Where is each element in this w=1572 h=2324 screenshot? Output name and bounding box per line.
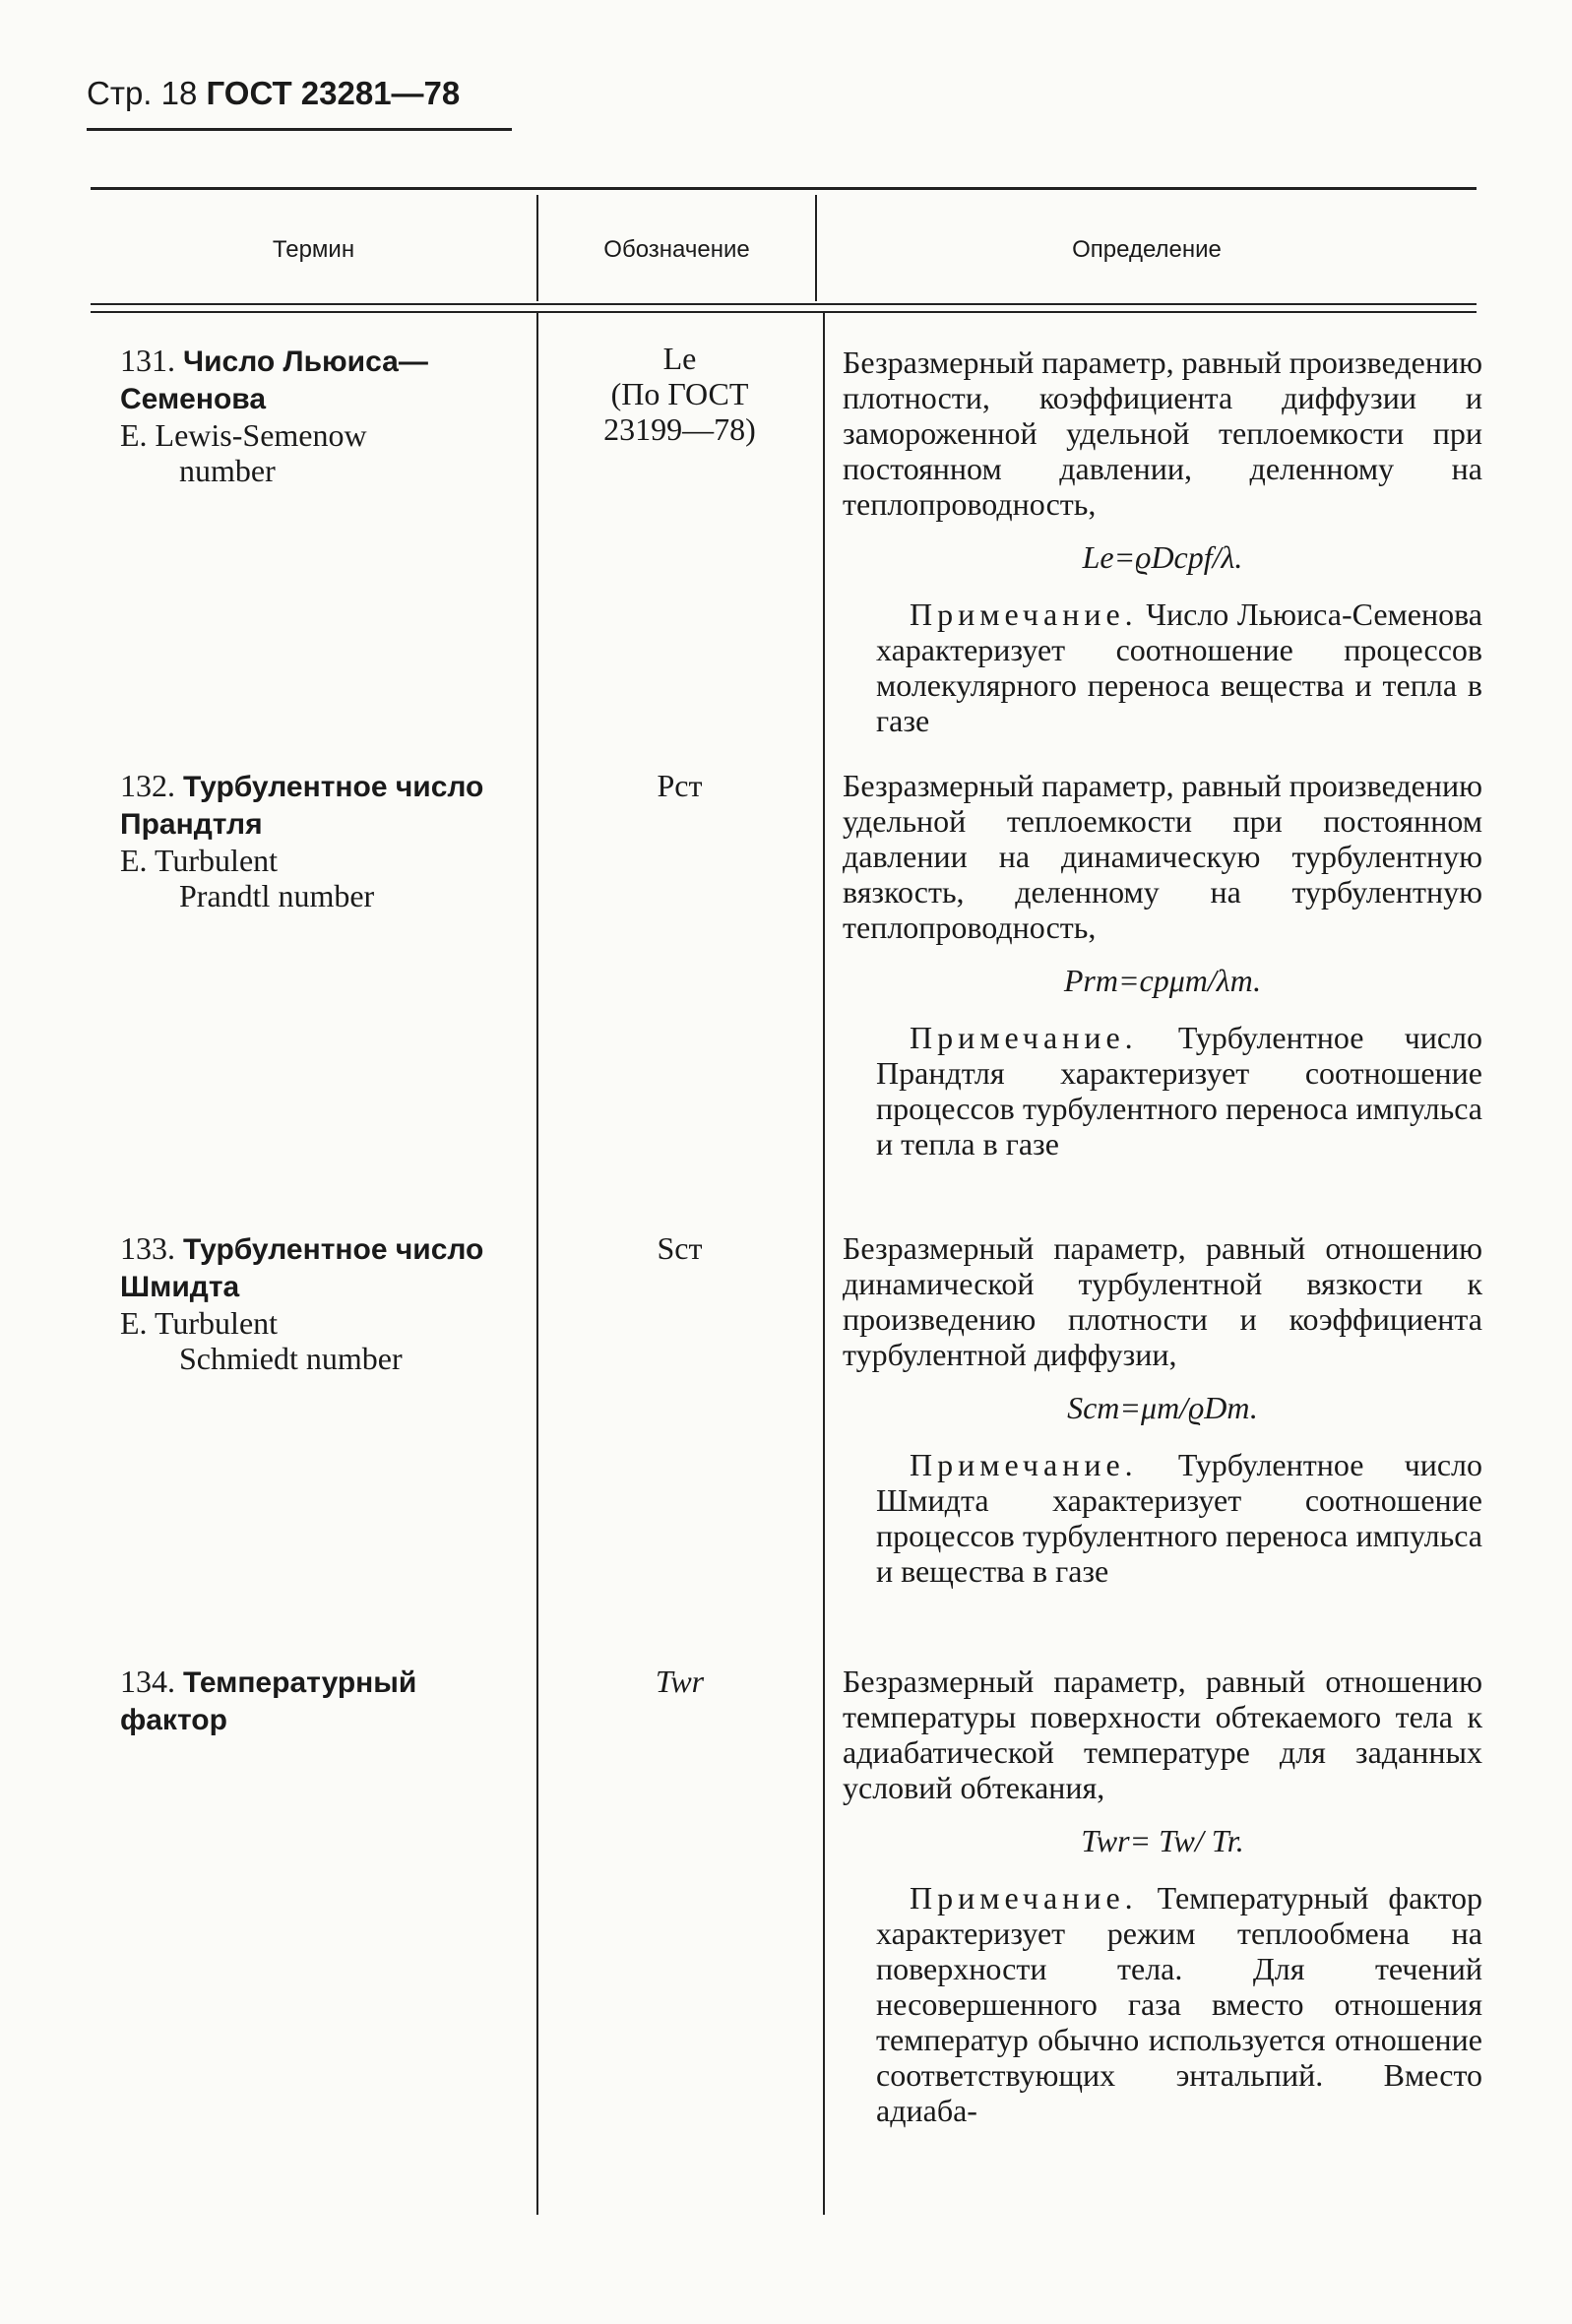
- gost-number: ГОСТ 23281—78: [206, 75, 461, 111]
- formula: Prт=cpμт/λт.: [1063, 963, 1262, 998]
- symbol-134: Twr: [655, 1664, 705, 1699]
- header-divider-2: [815, 195, 817, 301]
- term-134: 134. Температурный фактор: [120, 1664, 417, 1736]
- page-number: Стр. 18: [87, 75, 198, 111]
- note: Примечание. Турбулентное число Прандтля характеризует соотношение процессов турбулентного переноса импульса и тепла в газе: [876, 1020, 1483, 1162]
- page-header: [87, 75, 460, 112]
- header-double-rule-bottom: [91, 311, 1477, 313]
- header-divider-1: [536, 195, 538, 301]
- column-divider-2: [823, 313, 825, 2215]
- note: Примечание. Температурный фактор характеризует режим теплообмена на поверхности тела. Для течений несовершенного газа вместо отношения температур обычно используется отношение соответствующих энтальпий. Вместо адиаба-: [876, 1880, 1482, 2128]
- note: Примечание. Турбулентное число Шмидта характеризует соотношение процессов турбулентного переноса импульса и вещества в газе: [876, 1447, 1483, 1589]
- table-top-rule: [91, 187, 1477, 190]
- formula: Twr= Tw/ Tr.: [1081, 1823, 1244, 1858]
- col-header-term: Термин: [272, 236, 355, 263]
- term-133: 133. Турбулентное число Шмидта E. Turbulent Schmiedt number: [120, 1230, 484, 1376]
- formula: Le=ϱDcpf/λ.: [1082, 539, 1243, 575]
- col-header-definition: Определение: [1072, 236, 1222, 263]
- note: Примечание. Число Льюиса-Семенова характеризует соотношение процессов молекулярного переноса вещества и тепла в газе: [876, 597, 1483, 738]
- definition-133: Безразмерный параметр, равный отношению динамической турбулентной вязкости к произведению плотности и коэффициента турбулентной диффузии, Scт=μт/ϱDт. Примечание. Турбулентное число Шмидта характеризует соотношение процессов турбулентного переноса импульса и вещества в газе: [843, 1230, 1483, 1589]
- col-header-symbol: Обозначение: [603, 236, 750, 263]
- definition-134: Безразмерный параметр, равный отношению температуры поверхности обтекаемого тела к адиабатической температуре для заданных условий обтекания, Twr= Tw/ Tr. Примечание. Температурный фактор характеризует режим теплообмена на поверхности тела. Для течений несовершенного газа вместо отношения температур обычно используется отношение соответствующих энтальпий. Вместо адиаба-: [843, 1664, 1482, 2128]
- term-132: 132. Турбулентное число Прандтля E. Turbulent Prandtl number: [120, 768, 484, 913]
- definition-132: Безразмерный параметр, равный произведению удельной теплоемкости при постоянном давлении на динамическую турбулентную вязкость, деленному на турбулентную теплопроводность, Prт=cpμт/λт. Примечание. Турбулентное число Прандтля характеризует соотношение процессов турбулентного переноса импульса и тепла в газе: [843, 768, 1483, 1162]
- header-double-rule-top: [91, 303, 1477, 305]
- symbol-133: Scт: [657, 1230, 703, 1266]
- term-131: 131. Число Льюиса—Семенова E. Lewis-Semenow number: [120, 343, 428, 488]
- symbol-131: Le (По ГОСТ 23199—78): [603, 341, 756, 447]
- header-rule: [87, 128, 512, 131]
- definition-131: Безразмерный параметр, равный произведению плотности, коэффициента диффузии и замороженной удельной теплоемкости при постоянном давлении, деленному на теплопроводность, Le=ϱDcpf/λ. Примечание. Число Льюиса-Семенова характеризует соотношение процессов молекулярного переноса вещества и тепла в газе: [843, 345, 1483, 738]
- formula: Scт=μт/ϱDт.: [1067, 1390, 1258, 1425]
- symbol-132: Pcт: [657, 768, 703, 803]
